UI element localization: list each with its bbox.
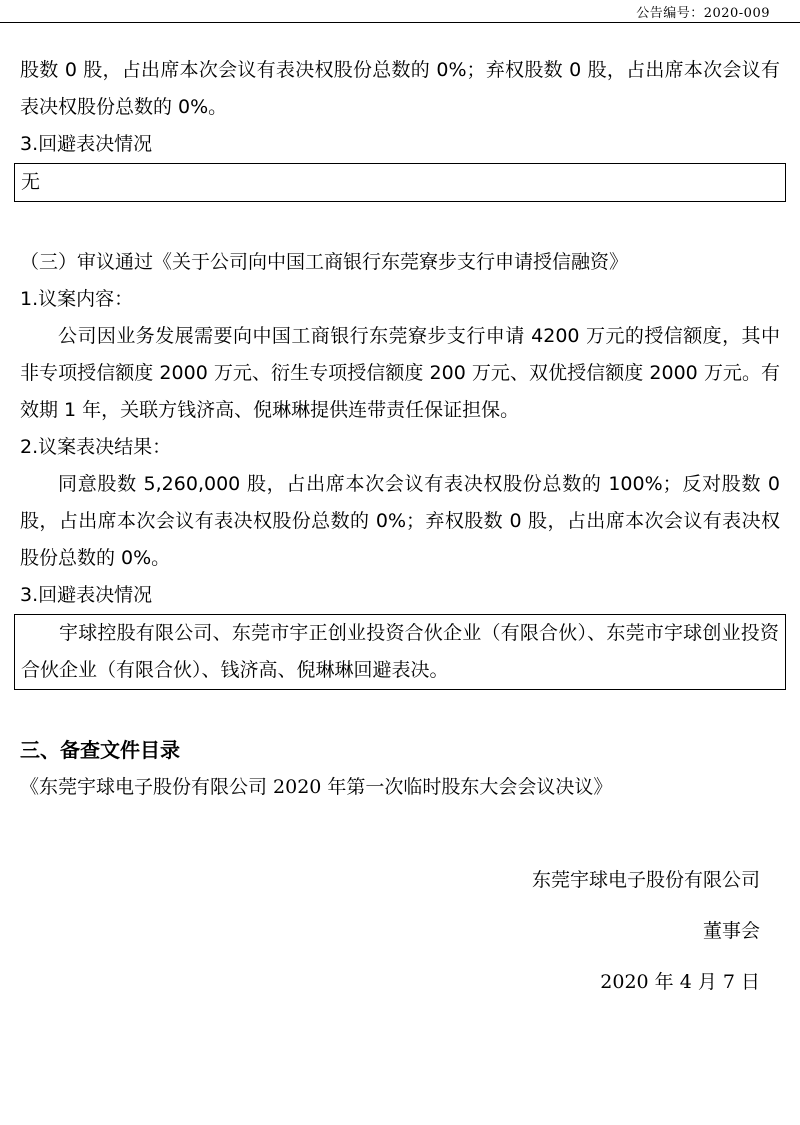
previous-recusal-text: 无	[21, 171, 41, 193]
spacer	[20, 806, 780, 848]
recusal-box	[14, 614, 786, 690]
spacer	[20, 202, 780, 244]
vote-result-title: 2.议案表决结果：	[20, 436, 172, 458]
recusal-title: 3.回避表决情况	[20, 584, 153, 606]
previous-recusal-box	[14, 163, 786, 202]
documents-item: 《东莞宇球电子股份有限公司 2020 年第一次临时股东大会会议决议》	[20, 776, 613, 798]
signature-board: 董事会	[702, 920, 760, 942]
signature-date: 2020 年 4 月 7 日	[600, 971, 760, 993]
spacer	[20, 899, 780, 913]
resolution-title: （三）审议通过《关于公司向中国工商银行东莞寮步支行申请授信融资》	[20, 251, 629, 273]
previous-vote-result-text: 股数 0 股，占出席本次会议有表决权股份总数的 0%；弃权股数 0 股，占出席本次会议有表决权股份总数的 0%。	[20, 59, 780, 118]
spacer	[20, 950, 780, 964]
document-body	[20, 52, 780, 1001]
documents-heading: 三、备查文件目录	[20, 738, 180, 762]
recusal-text: 宇球控股有限公司、东莞市宇正创业投资合伙企业（有限合伙）、东莞市宇球创业投资合伙企业（有限合伙）、钱济高、倪琳琳回避表决。	[21, 622, 779, 681]
proposal-content-title: 1.议案内容：	[20, 288, 134, 310]
spacer	[20, 690, 780, 732]
vote-result-text: 同意股数 5,260,000 股，占出席本次会议有表决权股份总数的 100%；反对股数 0 股，占出席本次会议有表决权股份总数的 0%；弃权股数 0 股，占出席本次会议有表决权股份总数的 0%。	[20, 473, 780, 569]
notice-number: 公告编号：2020-009	[636, 6, 770, 21]
proposal-content-text: 公司因业务发展需要向中国工商银行东莞寮步支行申请 4200 万元的授信额度，其中非专项授信额度 2000 万元、衍生专项授信额度 200 万元、双优授信额度 2000 万元。有效期 1 年，关联方钱济高、倪琳琳提供连带责任保证担保。	[20, 325, 780, 421]
previous-recusal-title: 3.回避表决情况	[20, 133, 153, 155]
spacer	[20, 848, 780, 862]
signature-company: 东莞宇球电子股份有限公司	[531, 869, 760, 891]
page-header	[0, 0, 800, 23]
